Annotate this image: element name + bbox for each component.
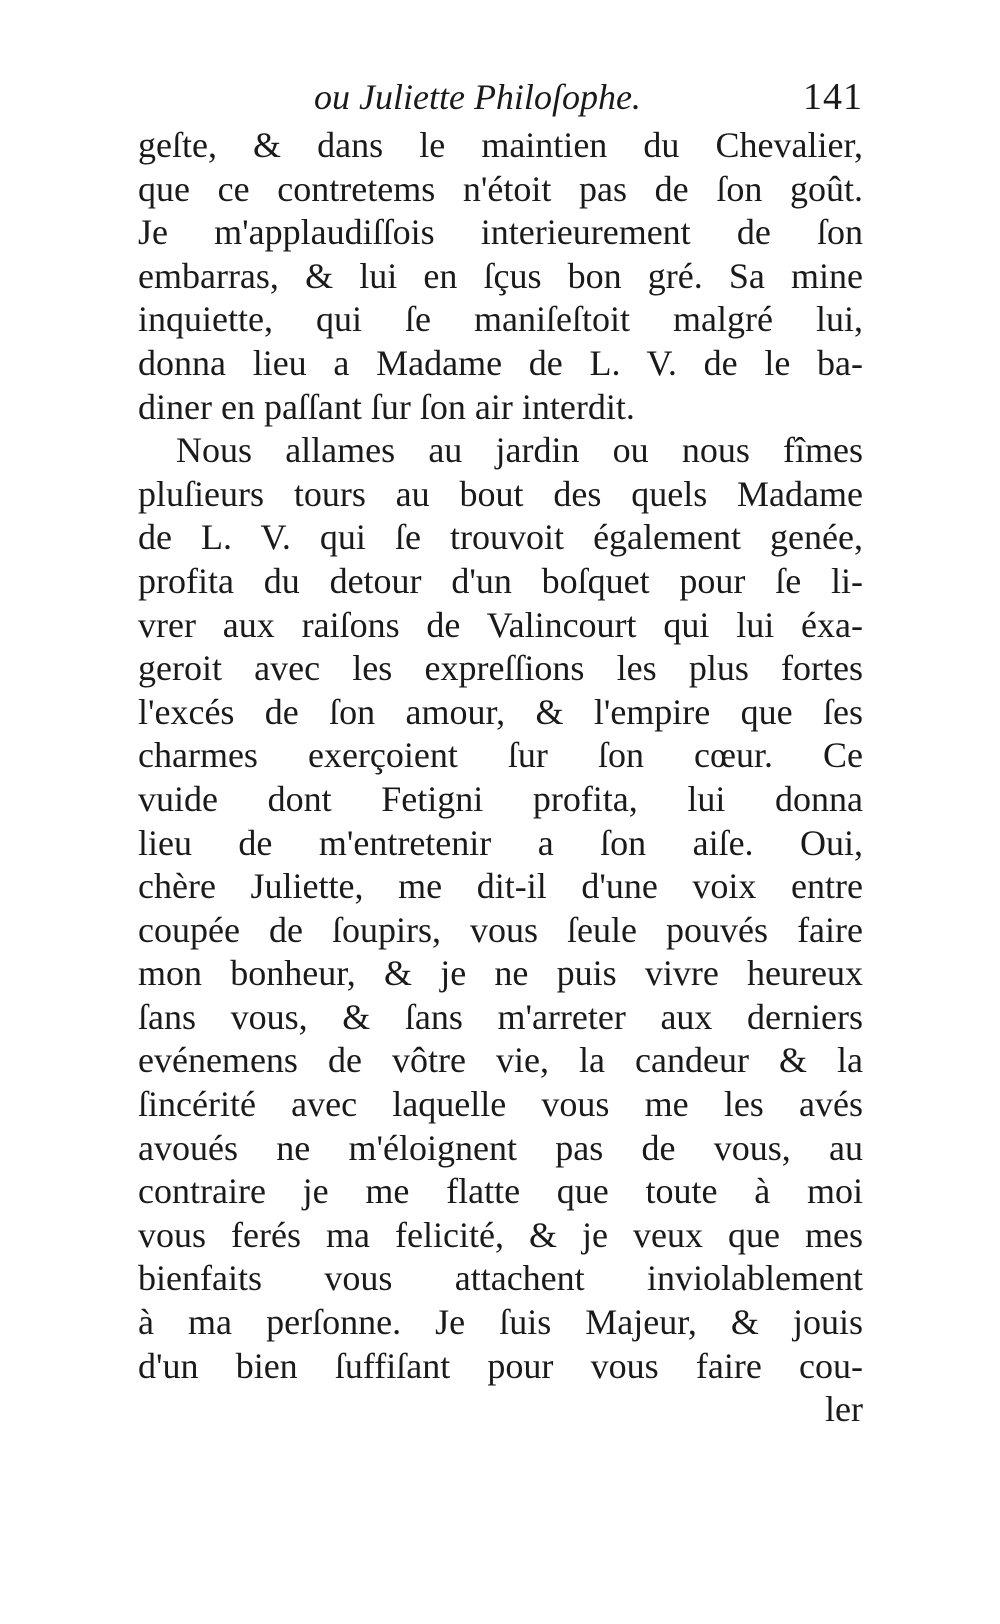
text-line: l'excés de ſon amour, & l'empire que ſes [138, 691, 863, 732]
running-title: ou Juliette Philoſophe. [314, 77, 641, 117]
text-line: lieu de m'entretenir a ſon aiſe. Oui, [138, 822, 863, 863]
catchword: ler [825, 1389, 863, 1430]
text-line: d'un bien ſuffiſant pour vous faire cou- [138, 1345, 863, 1386]
body-text [138, 124, 863, 1432]
text-line: profita du detour d'un boſquet pour ſe li- [138, 560, 863, 601]
text-line: ſincérité avec laquelle vous me les avés [138, 1084, 863, 1125]
text-line: mon bonheur, & je ne puis vivre heureux [138, 953, 863, 994]
text-line: vrer aux raiſons de Valincourt qui lui éxa- [138, 604, 863, 645]
paragraph-first-line: Nous allames au jardin ou nous fîmes [176, 430, 863, 471]
text-line: avoués ne m'éloignent pas de vous, au [138, 1127, 863, 1168]
text-line: ſans vous, & ſans m'arreter aux derniers [138, 996, 863, 1037]
text-line: geroit avec les expreſſions les plus fortes [138, 648, 863, 689]
text-line: contraire je me flatte que toute à moi [138, 1171, 863, 1212]
text-line: charmes exerçoient ſur ſon cœur. Ce [138, 735, 863, 776]
text-line: à ma perſonne. Je ſuis Majeur, & jouis [138, 1302, 863, 1343]
text-line: de L. V. qui ſe trouvoit également genée, [138, 517, 863, 558]
text-line: vous ferés ma felicité, & je veux que mes [138, 1214, 863, 1255]
text-line: geſte, & dans le maintien du Chevalier, [138, 125, 863, 165]
text-line: donna lieu a Madame de L. V. de le ba- [138, 342, 863, 383]
text-line: coupée de ſoupirs, vous ſeule pouvés faire [138, 909, 863, 950]
text-line: inquiette, qui ſe maniſeſtoit malgré lui, [138, 299, 863, 340]
text-line: embarras, & lui en ſçus bon gré. Sa mine [138, 255, 863, 296]
text-line: pluſieurs tours au bout des quels Madame [138, 473, 863, 514]
text-line: diner en paſſant ſur ſon air interdit. [138, 386, 635, 427]
text-line: chère Juliette, me dit-il d'une voix entre [138, 866, 863, 907]
text-line: vuide dont Fetigni profita, lui donna [138, 778, 863, 819]
text-line: evénemens de vôtre vie, la candeur & la [138, 1040, 863, 1081]
page-header [138, 72, 863, 122]
text-line: que ce contretems n'étoit pas de ſon goût. [138, 168, 863, 209]
text-line: bienfaits vous attachent inviolablement [138, 1258, 863, 1299]
page-number: 141 [803, 76, 863, 118]
text-line: Je m'applaudiſſois interieurement de ſon [138, 212, 863, 253]
